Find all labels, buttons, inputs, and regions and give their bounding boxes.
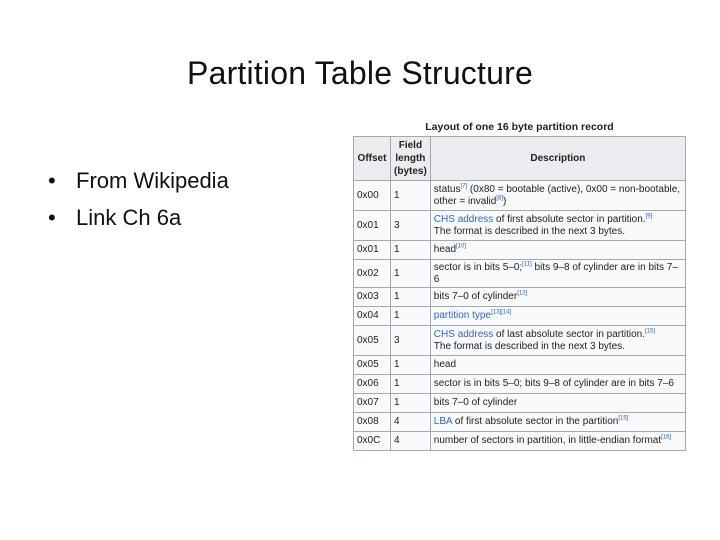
header-offset: Offset [354, 137, 391, 181]
reference-link[interactable]: [15] [618, 415, 629, 422]
table-row: 0x08 4 LBA of first absolute sector in the partition[15] [354, 413, 686, 432]
reference-link[interactable]: [10] [456, 243, 467, 250]
header-description: Description [430, 137, 685, 181]
table-row: 0x0C 4 number of sectors in partition, in little-endian format[16] [354, 432, 686, 451]
bullet-item: • Link Ch 6a [48, 205, 182, 230]
bullet-item: • From Wikipedia [48, 168, 229, 193]
reference-link[interactable]: [8] [496, 195, 504, 202]
table-row: 0x01 3 CHS address of first absolute sector in partition.[9] The format is described in the next 3 bytes. [354, 211, 686, 241]
bullet-text: From Wikipedia [76, 168, 229, 193]
table-row: 0x07 1 bits 7–0 of cylinder [354, 394, 686, 413]
table-row: 0x01 1 head[10] [354, 241, 686, 260]
partition-record-table [353, 120, 686, 451]
header-field-length: Field length (bytes) [391, 137, 431, 181]
reference-link[interactable]: [16] [661, 434, 672, 441]
reference-link[interactable]: [11] [522, 261, 532, 268]
chs-address-link[interactable]: CHS address [433, 214, 494, 225]
bullet-list [48, 162, 229, 236]
lba-link[interactable]: LBA [433, 416, 453, 428]
reference-link[interactable]: [7] [460, 183, 468, 190]
chs-address-link[interactable]: CHS address [433, 329, 494, 340]
table-row: 0x03 1 bits 7–0 of cylinder[12] [354, 288, 686, 307]
table-row: 0x05 1 head [354, 356, 686, 375]
partition-type-link[interactable]: partition type [433, 310, 492, 322]
table-row: 0x04 1 partition type[13][14] [354, 307, 686, 326]
slide-title: Partition Table Structure [187, 55, 533, 91]
reference-link[interactable]: [15] [645, 328, 656, 335]
table-row: 0x06 1 sector is in bits 5–0; bits 9–8 of cylinder are in bits 7–6 [354, 375, 686, 394]
table-caption: Layout of one 16 byte partition record [425, 121, 614, 133]
table-row: 0x05 3 CHS address of last absolute sector in partition.[15] The format is described in the next 3 bytes. [354, 326, 686, 356]
reference-link[interactable]: [12] [517, 290, 528, 297]
table-header-row [354, 137, 686, 181]
table-row: 0x02 1 sector is in bits 5–0;[11] bits 9–8 of cylinder are in bits 7–6 [354, 260, 686, 288]
reference-link[interactable]: [9] [645, 213, 653, 220]
bullet-text: Link Ch 6a [76, 205, 182, 230]
table-row: 0x00 1 status[7] (0x80 = bootable (active), 0x00 = non-bootable, other = invalid[8]) [354, 181, 686, 211]
reference-link[interactable]: [13][14] [491, 309, 512, 316]
